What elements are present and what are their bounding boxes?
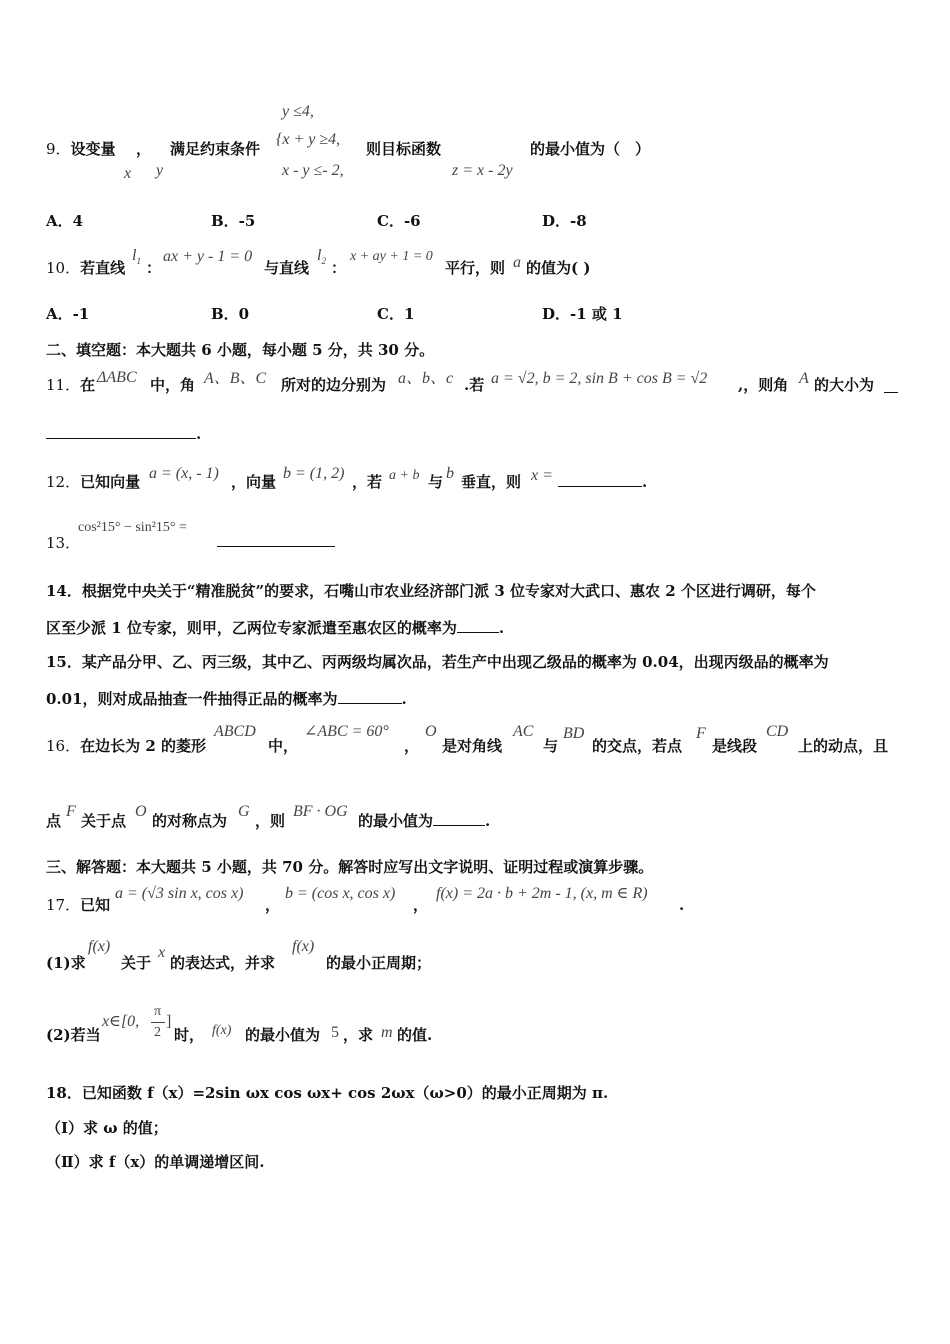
q10-text-4: 的值为( ) <box>526 259 591 277</box>
q17-part1-x: x <box>158 944 166 961</box>
q17-part2-label: (2)若当 <box>46 1026 101 1044</box>
q9-constraint-3: x - y ≤- 2, <box>282 162 344 179</box>
q10-number: 10． <box>46 259 81 277</box>
q10-equation-2: x + ay + 1 = 0 <box>350 249 433 264</box>
q14-line-1: 14．根据党中央关于“精准脱贫”的要求，石嘴山市农业经济部门派 3 位专家对大武口、惠农 2 个区进行调研，每个 <box>46 582 816 600</box>
q10-text-1: 若直线 <box>80 259 126 277</box>
q10-var-a: a <box>513 254 521 271</box>
q10-text-3: 平行，则 <box>445 259 506 277</box>
q16-text-9: 点 <box>46 812 62 830</box>
q9-option-a[interactable]: A．4 <box>46 212 84 230</box>
q17-comma-1: ， <box>265 896 281 914</box>
q17-function: f(x) = 2a · b + 2m - 1, (x, m ∈ R) <box>436 885 648 902</box>
q12-answer-blank[interactable] <box>558 472 642 487</box>
q16-text-8: 上的动点，且 <box>798 737 889 755</box>
q9-constraint-2: {x + y ≥4, <box>276 131 341 148</box>
q12-text-5: 垂直，则 <box>461 473 522 491</box>
q11-triangle: ΔABC <box>97 369 137 386</box>
q12-stem <box>46 472 140 492</box>
q17-part1-fx-2: f(x) <box>292 938 315 955</box>
q12-answer[interactable] <box>558 472 647 492</box>
q16-angle: ∠ABC = 60° <box>304 723 389 740</box>
q18-part-1: （Ⅰ）求 ω 的值； <box>46 1119 168 1137</box>
q17-end: . <box>679 896 685 914</box>
q16-point-o: O <box>425 723 437 740</box>
q16-text-11: 的对称点为 <box>152 812 228 830</box>
q18-part-2: （Ⅱ）求 f（x）的单调递增区间. <box>46 1153 265 1171</box>
q17-part2-fx: f(x) <box>212 1023 232 1038</box>
q9-option-d[interactable]: D．-8 <box>542 212 587 230</box>
q17-part2-value: 5 <box>331 1024 339 1041</box>
q16-point-g: G <box>238 803 250 820</box>
q9-var-x: x <box>124 165 132 182</box>
q16-text-3: ， <box>404 737 420 755</box>
q12-text-3: ，若 <box>352 473 383 491</box>
q17-part2-domain: x∈[0, <box>102 1013 140 1030</box>
q17-part1-text-3: 的最小正周期； <box>326 954 432 972</box>
q13-number: 13． <box>46 534 81 552</box>
q16-rhombus: ABCD <box>214 723 256 740</box>
q10-option-a[interactable]: A．-1 <box>46 305 90 323</box>
q12-vector-b: b = (1, 2) <box>283 465 345 482</box>
q16-text-10: 关于点 <box>81 812 127 830</box>
q12-number: 12． <box>46 473 81 491</box>
q9-text-4: 的最小值为（ ） <box>530 140 651 158</box>
q15-line-1: 15．某产品分甲、乙、丙三级，其中乙、丙两级均属次品，若生产中出现乙级品的概率为 0.04，出现丙级品的概率为 <box>46 653 829 671</box>
q16-text-7: 是线段 <box>712 737 758 755</box>
q17-comma-2: ， <box>413 896 429 914</box>
q11-answer-blank-tail[interactable] <box>884 392 898 393</box>
q14-line-2: 区至少派 1 位专家，则甲，乙两位专家派遣至惠农区的概率为 . <box>46 619 505 637</box>
q11-angles: A、B、C <box>204 370 267 387</box>
section-3-heading: 三、解答题：本大题共 5 小题，共 70 分。解答时应写出文字说明、证明过程或演算步骤。 <box>46 858 654 876</box>
q17-number: 17． <box>46 896 81 914</box>
q17-part2-text-2: 的最小值为 <box>245 1026 321 1044</box>
q10-colon-2: ： <box>331 259 347 277</box>
q11-text-2: 中，角 <box>150 376 196 394</box>
q9-text-2: 满足约束条件 <box>170 140 261 158</box>
q11-sides: a、b、c <box>398 370 454 387</box>
q11-text-5: ,，则角 <box>738 376 789 394</box>
q9-objective: z = x - 2y <box>452 162 513 179</box>
q12-text-4: 与 <box>428 473 444 491</box>
q9-var-y: y <box>156 162 164 179</box>
q9-option-c[interactable]: C．-6 <box>377 212 421 230</box>
q11-answer-line[interactable] <box>46 424 201 444</box>
q16-number: 16． <box>46 737 81 755</box>
q15-answer-blank[interactable] <box>338 689 402 704</box>
q17-part2-two: 2 <box>154 1025 161 1040</box>
q11-stem <box>46 375 95 395</box>
q9-text-3: 则目标函数 <box>366 140 442 158</box>
q17-part2-bracket: ] <box>166 1013 172 1030</box>
q16-point-f: F <box>696 725 706 742</box>
q17-part2-fraction-bar <box>151 1022 165 1023</box>
q17-part2-m: m <box>381 1024 393 1041</box>
q16-segment-cd: CD <box>766 723 789 740</box>
q12-var-b: b <box>446 465 454 482</box>
q10-line-l1: $l_1$ <box>132 247 141 267</box>
q10-equation-1: ax + y - 1 = 0 <box>163 248 253 265</box>
q10-stem <box>46 258 125 278</box>
q9-stem <box>46 139 116 159</box>
q17-stem <box>46 895 110 915</box>
q13-answer-blank[interactable] <box>217 546 335 547</box>
q11-text-3: 所对的边分别为 <box>281 376 387 394</box>
q11-condition: a = √2, b = 2, sin B + cos B = √2 <box>491 370 708 387</box>
q10-text-2: 与直线 <box>264 259 310 277</box>
q16-diagonal-ac: AC <box>513 723 534 740</box>
q16-diagonal-bd: BD <box>563 725 585 742</box>
q12-end: . <box>642 473 648 491</box>
q16-text-4: 是对角线 <box>442 737 503 755</box>
q10-line-l2: $l_2$ <box>317 247 326 267</box>
q16-text-13: 的最小值为 . <box>358 812 491 830</box>
q17-part1-text-1: 关于 <box>121 954 152 972</box>
q16-text-1: 在边长为 2 的菱形 <box>80 737 206 755</box>
q16-text-12: ，则 <box>255 812 286 830</box>
q12-vector-a: a = (x, - 1) <box>149 465 219 482</box>
q11-angle-a: A <box>799 370 809 387</box>
q16-text-6: 的交点，若点 <box>592 737 683 755</box>
q11-end: . <box>196 425 202 443</box>
q12-var-x: x = <box>531 467 553 484</box>
q11-answer-blank[interactable] <box>46 424 196 439</box>
q16-dot-product: BF · OG <box>293 803 348 820</box>
q10-option-b[interactable]: B．0 <box>211 305 250 323</box>
q17-vector-a: a = (√3 sin x, cos x) <box>115 885 244 902</box>
section-2-heading: 二、填空题：本大题共 6 小题，每小题 5 分，共 30 分。 <box>46 341 435 359</box>
q15-line-2: 0.01，则对成品抽查一件抽得正品的概率为 . <box>46 690 407 708</box>
q17-vector-b: b = (cos x, cos x) <box>285 885 396 902</box>
q11-text-6: 的大小为 <box>814 376 875 394</box>
q17-part1-fx: f(x) <box>88 938 111 955</box>
q11-number: 11． <box>46 376 81 394</box>
q17-part2-text-1: 时， <box>174 1026 205 1044</box>
q9-option-b[interactable]: B．-5 <box>211 212 256 230</box>
q11-text-1: 在 <box>80 376 96 394</box>
q13-expression: cos²15° − sin²15° = <box>78 520 187 535</box>
q17-text-1: 已知 <box>80 896 111 914</box>
q12-text-2: ，向量 <box>231 473 277 491</box>
q16-point-o-2: O <box>135 803 147 820</box>
q9-comma: ， <box>136 140 152 158</box>
q16-answer-blank[interactable] <box>433 811 485 826</box>
q16-stem <box>46 736 206 756</box>
q17-part2-text-3: ，求 <box>343 1026 374 1044</box>
q9-text-1: 设变量 <box>70 140 116 158</box>
q17-part2-text-4: 的值. <box>397 1026 433 1044</box>
q9-constraint-1: y ≤4, <box>282 103 314 120</box>
q11-text-4: .若 <box>464 376 485 394</box>
q10-colon-1: ： <box>146 259 162 277</box>
q10-option-d[interactable]: D．-1 或 1 <box>542 305 623 323</box>
q16-point-f-2: F <box>66 803 76 820</box>
q10-option-c[interactable]: C．1 <box>377 305 415 323</box>
q12-text-1: 已知向量 <box>80 473 141 491</box>
q17-part1-label: (1)求 <box>46 954 86 972</box>
q16-text-2: 中， <box>268 737 299 755</box>
q16-text-5: 与 <box>543 737 559 755</box>
q17-part1-text-2: 的表达式，并求 <box>170 954 276 972</box>
q18-line-1: 18．已知函数 f（x）=2sin ωx cos ωx+ cos 2ωx（ω>0）的最小正周期为 π. <box>46 1084 609 1102</box>
q9-number: 9． <box>46 140 71 158</box>
q12-sum: a + b <box>389 468 420 483</box>
q17-part2-pi: π <box>154 1004 162 1019</box>
q14-answer-blank[interactable] <box>457 618 499 633</box>
